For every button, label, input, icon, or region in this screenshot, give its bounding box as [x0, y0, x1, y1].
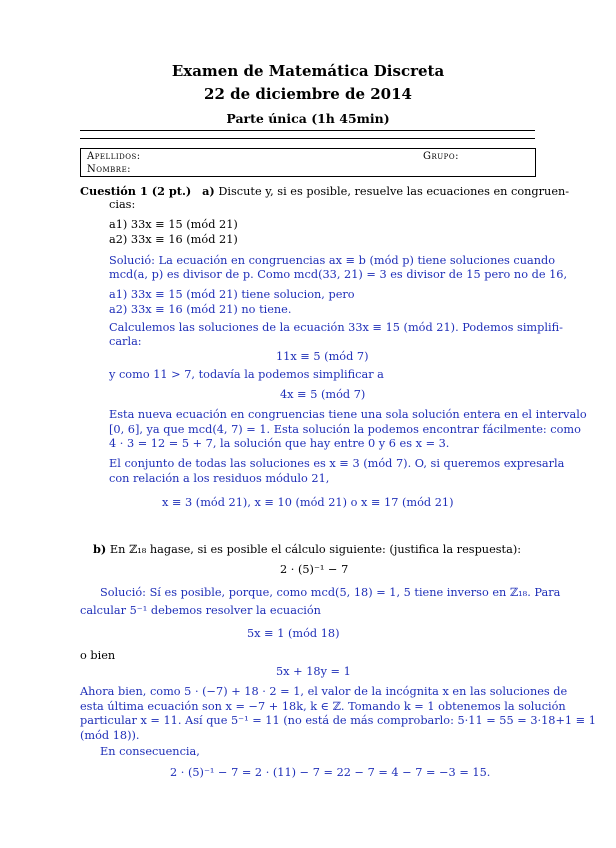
- part-a-label: a): [202, 184, 215, 198]
- sol-a-line-13: con relación a los residuos módulo 21,: [109, 472, 330, 485]
- part-a-text-cont: cias:: [109, 198, 136, 211]
- sol-a-line-5: carla:: [109, 335, 142, 348]
- sol-a-line-7: y como 11 > 7, todavía la podemos simplificar a: [109, 368, 384, 381]
- part-b-header: [93, 542, 521, 556]
- student-info-box: [80, 148, 536, 177]
- part-b-expression: 2 · (5)⁻¹ − 7: [280, 563, 349, 576]
- part-a1: a1) 33x ≡ 15 (mód 21): [109, 218, 238, 231]
- part-b-label: b): [93, 542, 107, 556]
- question-1-header: [80, 184, 569, 198]
- sol-a-line-4: Calculemos las soluciones de la ecuación 33x ≡ 15 (mód 21). Podemos simplifi-: [109, 321, 563, 334]
- sol-a-line-12: El conjunto de todas las soluciones es x ≡ 3 (mód 7). O, si queremos expresarla: [109, 457, 565, 470]
- sol-a-line-8: 4x ≡ 5 (mód 7): [280, 388, 366, 401]
- part-a-text: Discute y, si es posible, resuelve las ecuaciones en congruen-: [218, 185, 570, 198]
- sol-a-line-0: Solució: La ecuación en congruencias ax ≡ b (mód p) tiene soluciones cuando: [109, 254, 556, 267]
- exam-part: Parte única (1h 45min): [226, 111, 390, 126]
- part-a2: a2) 33x ≡ 16 (mód 21): [109, 233, 238, 246]
- sol-b-line-4: 5x + 18y = 1: [276, 665, 351, 678]
- sol-b-line-2: 5x ≡ 1 (mód 18): [247, 627, 340, 640]
- sol-a-line-2: a1) 33x ≡ 15 (mód 21) tiene solucion, pero: [109, 288, 355, 301]
- sol-b-line-5: Ahora bien, como 5 · (−7) + 18 · 2 = 1, el valor de la incógnita x en las soluciones de: [80, 685, 568, 698]
- sol-a-line-11: 4 · 3 = 12 = 5 + 7, la solución que hay entre 0 y 6 es x = 3.: [109, 437, 450, 450]
- divider-top: [80, 130, 535, 131]
- sol-a-line-3: a2) 33x ≡ 16 (mód 21) no tiene.: [109, 303, 292, 316]
- sol-a-line-9: Esta nueva ecuación en congruencias tiene una sola solución entera en el intervalo: [109, 408, 587, 421]
- divider-bottom: [80, 138, 535, 139]
- nombre-label: Nombre:: [87, 164, 132, 175]
- sol-b-line-3: o bien: [80, 649, 116, 662]
- exam-date: 22 de diciembre de 2014: [204, 85, 412, 103]
- sol-a-line-14: x ≡ 3 (mód 21), x ≡ 10 (mód 21) o x ≡ 17 (mód 21): [162, 496, 454, 509]
- sol-b-line-1: calcular 5⁻¹ debemos resolver la ecuación: [80, 604, 321, 617]
- question-1-label: Cuestión 1 (2 pt.): [80, 184, 192, 198]
- grupo-label: Grupo:: [423, 151, 459, 162]
- sol-b-line-7: particular x = 11. Así que 5⁻¹ = 11 (no está de más comprobarlo: 5·11 = 55 = 3·18+1 ≡ 1: [80, 714, 596, 727]
- exam-title: Examen de Matemática Discreta: [171, 62, 445, 80]
- sol-b-line-10: 2 · (5)⁻¹ − 7 = 2 · (11) − 7 = 22 − 7 = 4 − 7 = −3 = 15.: [170, 766, 491, 779]
- sol-a-line-10: [0, 6], ya que mcd(4, 7) = 1. Esta solución la podemos encontrar fácilmente: como: [109, 423, 581, 436]
- sol-b-line-9: En consecuencia,: [100, 745, 200, 758]
- sol-a-line-6: 11x ≡ 5 (mód 7): [276, 350, 369, 363]
- sol-a-line-1: mcd(a, p) es divisor de p. Como mcd(33, 21) = 3 es divisor de 15 pero no de 16,: [109, 268, 568, 281]
- sol-b-line-0: Solució: Sí es posible, porque, como mcd(5, 18) = 1, 5 tiene inverso en ℤ₁₈. Para: [100, 586, 561, 599]
- part-b-text: En ℤ₁₈ hagase, si es posible el cálculo siguiente: (justifica la respuesta):: [109, 543, 522, 556]
- sol-b-line-8: (mód 18)).: [80, 729, 140, 742]
- sol-b-line-6: esta última ecuación son x = −7 + 18k, k ∈ ℤ. Tomando k = 1 obtenemos la solución: [80, 700, 566, 713]
- apellidos-label: Apellidos:: [87, 151, 141, 162]
